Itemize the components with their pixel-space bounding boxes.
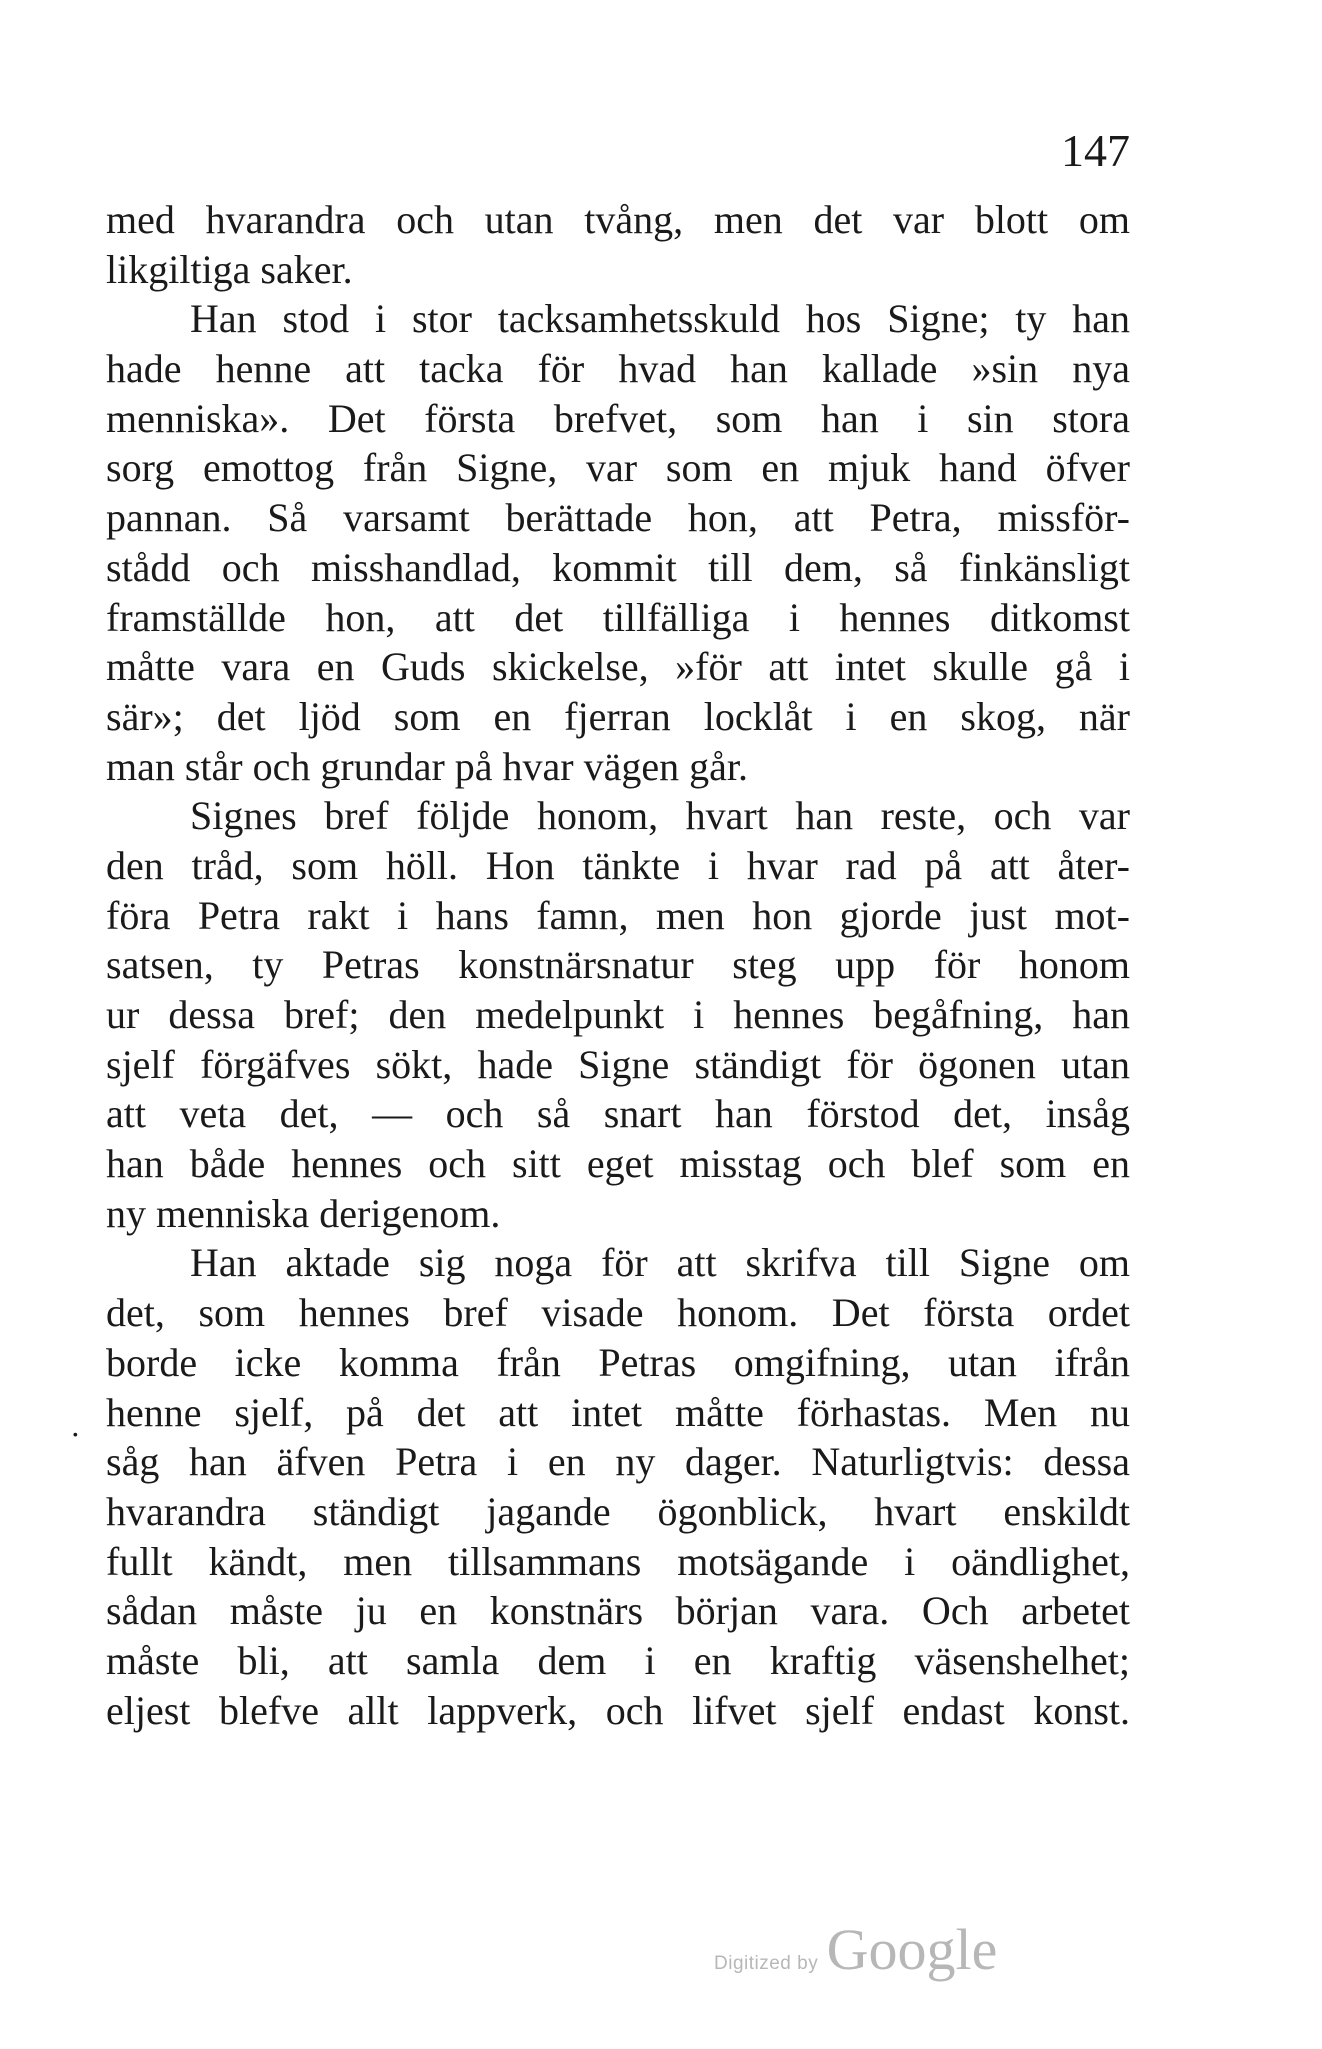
text-line: borde icke komma från Petras omgifning, utan ifrån (106, 1339, 1130, 1385)
text-line: fullt kändt, men tillsammans motsägande i oändlighet, (106, 1538, 1130, 1584)
text-line: den tråd, som höll. Hon tänkte i hvar rad på att åter- (106, 842, 1130, 888)
text-line: att veta det, — och så snart han förstod det, insåg (106, 1091, 1130, 1137)
text-line: henne sjelf, på det att intet måtte förhastas. Men nu (106, 1389, 1130, 1435)
text-line: pannan. Så varsamt berättade hon, att Petra, missför- (106, 495, 1130, 541)
text-line: han både hennes och sitt eget misstag och blef som en (106, 1141, 1130, 1187)
text-line: likgiltiga saker. (106, 246, 353, 292)
text-line: sorg emottog från Signe, var som en mjuk hand öfver (106, 445, 1130, 491)
watermark-brand-logo: Google (826, 1917, 998, 1982)
text-line: framställde hon, att det tillfälliga i hennes ditkomst (106, 594, 1130, 640)
text-line: satsen, ty Petras konstnärsnatur steg upp för honom (106, 942, 1130, 988)
text-line: eljest blefve allt lappverk, och lifvet sjelf endast konst. (106, 1687, 1130, 1733)
text-line: Signes bref följde honom, hvart han reste, och var (190, 793, 1130, 839)
text-line: menniska». Det första brefvet, som han i sin stora (106, 395, 1130, 441)
text-line: måtte vara en Guds skickelse, »för att intet skulle gå i (106, 644, 1130, 690)
text-line: stådd och misshandlad, kommit till dem, så finkänsligt (106, 544, 1130, 590)
text-line: Han stod i stor tacksamhetsskuld hos Signe; ty han (190, 296, 1130, 342)
text-line: sär»; det ljöd som en fjerran locklåt i en skog, när (106, 693, 1130, 739)
text-line: med hvarandra och utan tvång, men det var blott om (106, 197, 1130, 242)
text-line: man står och grundar på hvar vägen går. (106, 743, 748, 789)
text-line: Han aktade sig noga för att skrifva till Signe om (190, 1240, 1130, 1286)
body-text (106, 195, 1130, 1735)
text-line: sådan måste ju en konstnärs början vara. Och arbetet (106, 1588, 1130, 1634)
text-line: såg han äfven Petra i en ny dager. Naturligtvis: dessa (106, 1439, 1130, 1485)
text-line: hade henne att tacka för hvad han kallade »sin nya (106, 346, 1130, 392)
text-line: det, som hennes bref visade honom. Det första ordet (106, 1290, 1130, 1336)
margin-dot-mark: · (70, 1416, 81, 1452)
text-line: ur dessa bref; den medelpunkt i hennes begåfning, han (106, 992, 1130, 1037)
text-line: föra Petra rakt i hans famn, men hon gjorde just mot- (106, 892, 1130, 938)
watermark-prefix: Digitized by (714, 1953, 819, 1974)
text-line: sjelf förgäfves sökt, hade Signe ständigt för ögonen utan (106, 1041, 1130, 1087)
page-number: 147 (1061, 125, 1130, 176)
text-line: måste bli, att samla dem i en kraftig väsenshelhet; (106, 1637, 1130, 1683)
text-line: ny menniska derigenom. (106, 1190, 501, 1236)
digitized-watermark (714, 1916, 997, 1983)
text-line: hvarandra ständigt jagande ögonblick, hvart enskildt (106, 1488, 1130, 1534)
